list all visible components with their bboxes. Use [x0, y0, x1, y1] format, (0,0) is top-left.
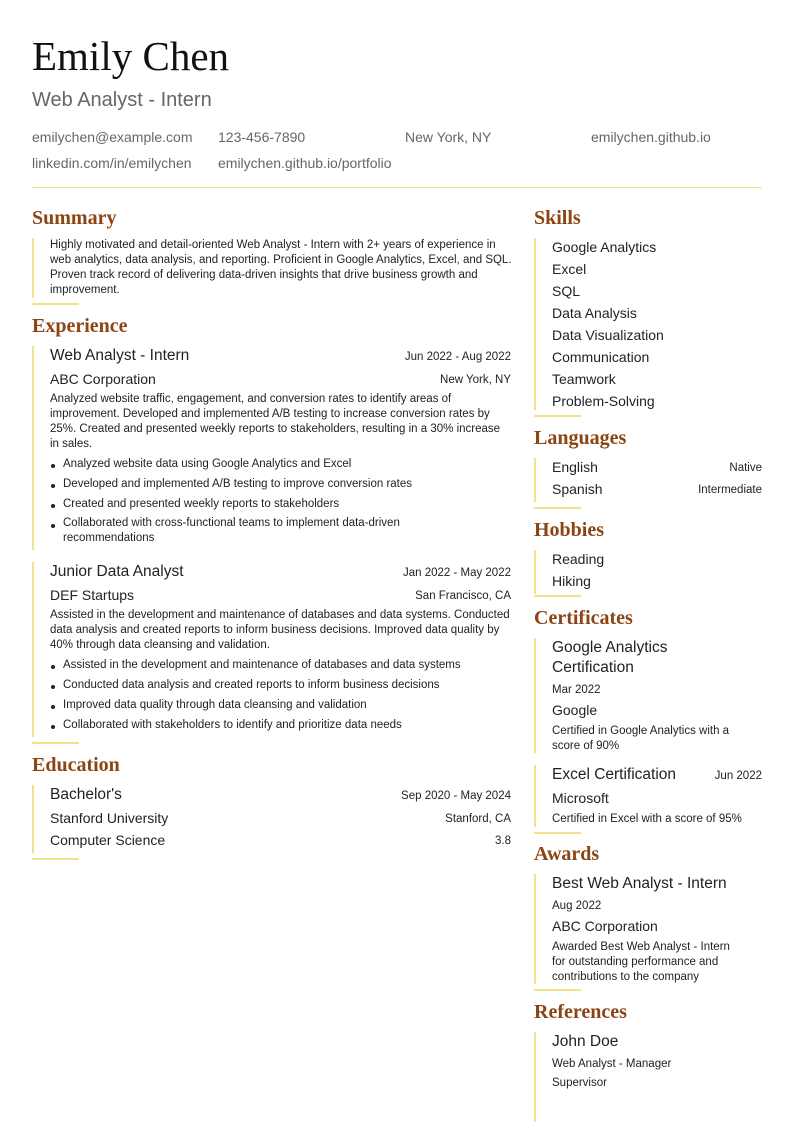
- section-underline: [534, 595, 581, 597]
- job-role: Junior Data Analyst: [50, 563, 184, 580]
- bullet-icon: [51, 484, 55, 488]
- job-title: Web Analyst - Intern: [32, 89, 212, 111]
- certificate-date: Jun 2022: [714, 770, 762, 782]
- skills-bar: [534, 238, 536, 410]
- bullet-icon: [51, 725, 55, 729]
- section-underline: [32, 742, 79, 744]
- skill-item: SQL: [552, 283, 581, 299]
- bullet-icon: [51, 464, 55, 468]
- award-organization: ABC Corporation: [552, 918, 658, 934]
- job-company: ABC Corporation: [50, 371, 156, 387]
- job-bullet: Collaborated with stakeholders to identify and prioritize data needs: [63, 719, 402, 731]
- summary-text: Highly motivated and detail-oriented Web Analyst - Intern with 2+ years of experience in web analytics, data analysis, and reporting. Proficient in Google Analytics, Excel, and SQL. Proven track record of delivering data-driven insights that drive business growth and improvement.: [50, 239, 512, 296]
- certificate-name: Excel Certification: [552, 766, 677, 783]
- reference-name: John Doe: [552, 1033, 619, 1050]
- language-name: Spanish: [552, 481, 603, 497]
- degree: Bachelor's: [50, 786, 122, 803]
- skill-item: Data Visualization: [552, 327, 664, 343]
- job-dates: Jun 2022 - Aug 2022: [404, 351, 511, 363]
- bullet-icon: [51, 524, 55, 528]
- bullet-icon: [51, 685, 55, 689]
- section-underline: [534, 507, 581, 509]
- certificate-bar: [534, 638, 536, 753]
- certificate-date: Mar 2022: [552, 684, 601, 696]
- reference-position: Web Analyst - Manager: [552, 1058, 672, 1070]
- award-description: Awarded Best Web Analyst - Intern: [552, 941, 730, 953]
- section-underline: [32, 303, 79, 305]
- award-name: Best Web Analyst - Intern: [552, 875, 727, 892]
- candidate-name: Emily Chen: [32, 33, 230, 79]
- job-location: New York, NY: [440, 374, 511, 386]
- references-heading: References: [534, 1001, 627, 1023]
- phone-number: 123-456-7890: [218, 129, 306, 145]
- hobby-item: Hiking: [552, 573, 591, 589]
- hobbies-bar: [534, 550, 536, 594]
- hobbies-heading: Hobbies: [534, 519, 605, 541]
- education-dates: Sep 2020 - May 2024: [401, 790, 511, 802]
- skill-item: Excel: [552, 261, 587, 277]
- bullet-icon: [51, 705, 55, 709]
- skill-item: Problem-Solving: [552, 393, 655, 409]
- section-underline: [534, 989, 581, 991]
- language-level: Intermediate: [698, 484, 762, 496]
- languages-bar: [534, 458, 536, 502]
- education-heading: Education: [32, 754, 120, 776]
- certificate-name: Certification: [552, 659, 634, 676]
- job-bullet: Collaborated with cross-functional teams to implement data-driven recommendations: [63, 517, 400, 544]
- award-description: for outstanding performance and: [552, 956, 719, 968]
- bullet-icon: [51, 665, 55, 669]
- job-bullet: Developed and implemented A/B testing to improve conversion rates: [63, 478, 413, 490]
- school-name: Stanford University: [50, 810, 169, 826]
- certificate-name: Google Analytics: [552, 639, 668, 656]
- awards-heading: Awards: [534, 843, 600, 865]
- certificate-issuer: Google: [552, 702, 598, 718]
- certificates-heading: Certificates: [534, 607, 633, 629]
- section-underline: [32, 858, 79, 860]
- reference-bar: [534, 1032, 536, 1122]
- certificate-description: Certified in Excel with a score of 95%: [552, 813, 742, 825]
- section-underline: [534, 415, 581, 417]
- language-name: English: [552, 459, 598, 475]
- gpa: 3.8: [495, 835, 511, 847]
- field-of-study: Computer Science: [50, 832, 166, 848]
- linkedin-link[interactable]: linkedin.com/in/emilychen: [32, 155, 192, 171]
- education-bar: [32, 785, 34, 853]
- job-description: Assisted in the development and maintenance of databases and data systems. Conducted data analysis and created reports to inform business decisions. Improved data quality by 40% through data cleansing and validation.: [50, 609, 510, 651]
- job-bullet: Conducted data analysis and created reports to inform business decisions: [63, 679, 440, 691]
- job-bullet: Analyzed website data using Google Analytics and Excel: [63, 458, 352, 470]
- award-bar: [534, 874, 536, 984]
- hobby-item: Reading: [552, 551, 605, 567]
- certificate-bar: [534, 765, 536, 827]
- summary-bar: [32, 238, 34, 298]
- bullet-icon: [51, 504, 55, 508]
- header-divider: [32, 187, 762, 188]
- job-bullet: Created and presented weekly reports to stakeholders: [63, 498, 340, 510]
- section-underline: [534, 832, 581, 834]
- job-bar: [32, 562, 34, 737]
- skill-item: Data Analysis: [552, 305, 637, 321]
- skill-item: Google Analytics: [552, 239, 657, 255]
- skill-item: Teamwork: [552, 371, 616, 387]
- award-description: contributions to the company: [552, 971, 700, 983]
- job-location: San Francisco, CA: [415, 590, 511, 602]
- certificate-description: score of 90%: [552, 740, 620, 752]
- email-link[interactable]: emilychen@example.com: [32, 129, 193, 145]
- school-location: Stanford, CA: [445, 813, 511, 825]
- job-dates: Jan 2022 - May 2022: [402, 567, 511, 579]
- job-role: Web Analyst - Intern: [50, 347, 190, 364]
- job-bullet: Assisted in the development and maintenance of databases and data systems: [63, 659, 461, 671]
- portfolio-link[interactable]: emilychen.github.io/portfolio: [218, 155, 392, 171]
- certificate-issuer: Microsoft: [552, 790, 609, 806]
- summary-heading: Summary: [32, 207, 117, 229]
- website-link[interactable]: emilychen.github.io: [591, 129, 711, 145]
- language-level: Native: [729, 462, 762, 474]
- experience-heading: Experience: [32, 315, 128, 337]
- reference-relationship: Supervisor: [552, 1077, 607, 1089]
- certificate-description: Certified in Google Analytics with a: [552, 725, 730, 737]
- job-bar: [32, 346, 34, 550]
- job-company: DEF Startups: [50, 587, 135, 603]
- job-description: Analyzed website traffic, engagement, and conversion rates to identify areas of improvement. Developed and implemented A/B testing to increase conversion rates by 25%. Created and presented weekly reports to stakeholders, resulting in a 30% increase in sales.: [50, 393, 501, 450]
- job-bullet: Improved data quality through data cleansing and validation: [63, 699, 367, 711]
- award-date: Aug 2022: [552, 900, 602, 912]
- skill-item: Communication: [552, 349, 650, 365]
- skills-heading: Skills: [534, 207, 581, 229]
- languages-heading: Languages: [534, 427, 627, 449]
- location: New York, NY: [405, 129, 492, 145]
